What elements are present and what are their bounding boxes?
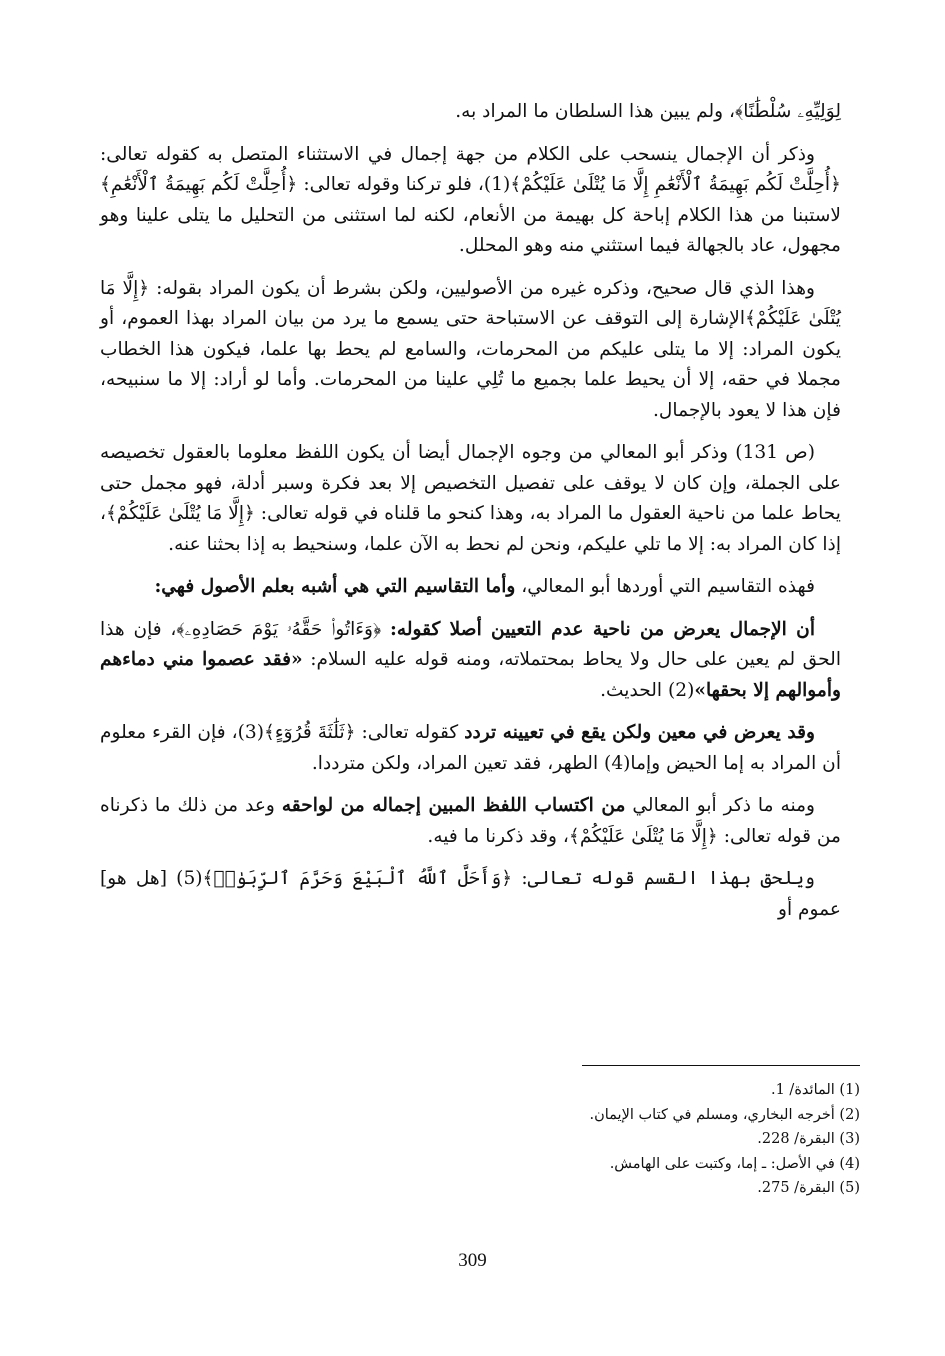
footnote-item: (5) البقرة/ 275. <box>757 1180 860 1196</box>
footnote-divider <box>582 1065 860 1066</box>
paragraph-2: وهذا الذي قال صحيح، وذكره غيره من الأصوليين، ولكن بشرط أن يكون المراد بقوله: ﴿إِلَّا مَا يُتْلَىٰ عَلَيْكُمْ﴾الإشارة إلى التوقف عن الاستباحة حتى يسمع ما يرد من بيان المراد بهذا العموم، أو يكون المراد: إلا ما يتلى عليكم من المحرمات، والسامع لم يحط بها علما، فيكون هذا الخطاب مجملا في حقه، إلا أن يحيط علما بجميع ما تُلِي علينا من المحرمات. وأما لو أراد: إلا ما سنبيحه، فإن هذا لا يعود بالإجمال. <box>100 277 841 421</box>
paragraph-6 <box>100 718 841 779</box>
paragraph-7-bold: من اكتساب اللفظ المبين إجماله من لواحقه <box>281 795 626 816</box>
paragraph-5-tail: (2) الحديث. <box>600 679 695 701</box>
paragraph-4-text: فهذه التقاسيم التي أوردها أبو المعالي، <box>515 576 815 597</box>
paragraph-4 <box>100 572 841 603</box>
paragraph-5-bold: أن الإجمال يعرض من ناحية عدم التعيين أصلا كقوله: <box>390 618 815 640</box>
paragraph-3: (ص 131) وذكر أبو المعالي من وجوه الإجمال أيضا أن يكون اللفظ معلوما بالعقول تخصيصه على الجملة، وإن كان لا يوقف على تفصيل التخصيص إلا بعد فكرة وسبر أدلة، فهو مجمل حتى يحاط علما من ناحية العقول ما المراد به، وهذا كنحو ما قلناه في قوله تعالى: ﴿إِلَّا مَا يُتْلَىٰ عَلَيْكُمْ﴾، إذا كان المراد به: إلا ما تلي عليكم، ونحن لم نحط به الآن علما، وسنحيط به إذا بحثنا عنه. <box>100 442 841 555</box>
paragraph-7 <box>100 791 841 852</box>
footnote-item: (1) المائدة/ 1. <box>770 1082 860 1098</box>
paragraph-7-text-2: وعد من ذلك ما ذكرناه من قوله تعالى: ﴿إِلَّا مَا يُتْلَىٰ عَلَيْكُمْ﴾، وقد ذكرنا ما فيه. <box>100 795 841 847</box>
footnotes <box>360 1078 860 1201</box>
paragraph-4-bold: وأما التقاسيم التي هي أشبه بعلم الأصول فهي: <box>154 576 516 597</box>
paragraph-5-text: فإن هذا الحق لم يعين على حال ولا يحاط بمحتملاته، ومنه قوله عليه السلام: <box>100 618 842 670</box>
footnote-item: (2) أخرجه البخاري، ومسلم في كتاب الإيمان. <box>589 1106 860 1123</box>
paragraph-7-text-1: ومنه ما ذكر أبو المعالي <box>625 795 816 816</box>
footnote-item: (4) في الأصل: ـ إما، وكتبت على الهامش. <box>609 1155 860 1172</box>
footnote-item: (3) البقرة/ 228. <box>757 1131 860 1147</box>
paragraph-5-verse: ﴿وَءَاتُوا۟ حَقَّهُۥ يَوْمَ حَصَادِهِۦ﴾، <box>161 618 391 640</box>
paragraph-5 <box>100 615 841 707</box>
paragraph-0: لِوَلِيِّهِۦ سُلْطَٰنًا﴾، ولم يبين هذا السلطان ما المراد به. <box>455 101 841 122</box>
paragraph-5-hadith: «فقد عصموا مني دماءهم وأموالهم إلا بحقها» <box>100 649 841 701</box>
paragraph-8: ويلحق بهذا القسم قوله تعالى: ﴿وَأَحَلَّ ٱللَّهُ ٱلْبَيْعَ وَحَرَّمَ ٱلرِّبَوٰا۟﴾(5) [هل هو] عموم أو <box>100 868 841 920</box>
page-number: 309 <box>458 1250 487 1271</box>
paragraph-1: وذكر أن الإجمال ينسحب على الكلام من جهة إجمال في الاستثناء المتصل به كقوله تعالى: ﴿أُحِلَّتْ لَكُم بَهِيمَةُ ٱلْأَنْعَٰمِ إِلَّا مَا يُتْلَىٰ عَلَيْكُمْ﴾(1)، فلو تركنا وقوله تعالى: ﴿أُحِلَّتْ لَكُم بَهِيمَةُ ٱلْأَنْعَٰمِ﴾لاستبنا من هذا الكلام إباحة كل بهيمة من الأنعام، لكنه لما استثنى من التحليل ما يتلى علينا وهو مجهول، عاد بالجهالة فيما استثني منه وهو المحلل. <box>100 143 841 256</box>
body-text <box>100 97 841 937</box>
paragraph-6-bold: وقد يعرض في معين ولكن يقع في تعيينه تردد <box>464 722 816 743</box>
paragraph-6-text: كقوله تعالى: ﴿ثَلَٰثَةَ قُرُوٓءٍ﴾(3)، فإن القرء معلوم أن المراد به إما الحيض وإما(4) الطهر، فقد تعين المراد، ولكن مترددا. <box>100 722 841 774</box>
